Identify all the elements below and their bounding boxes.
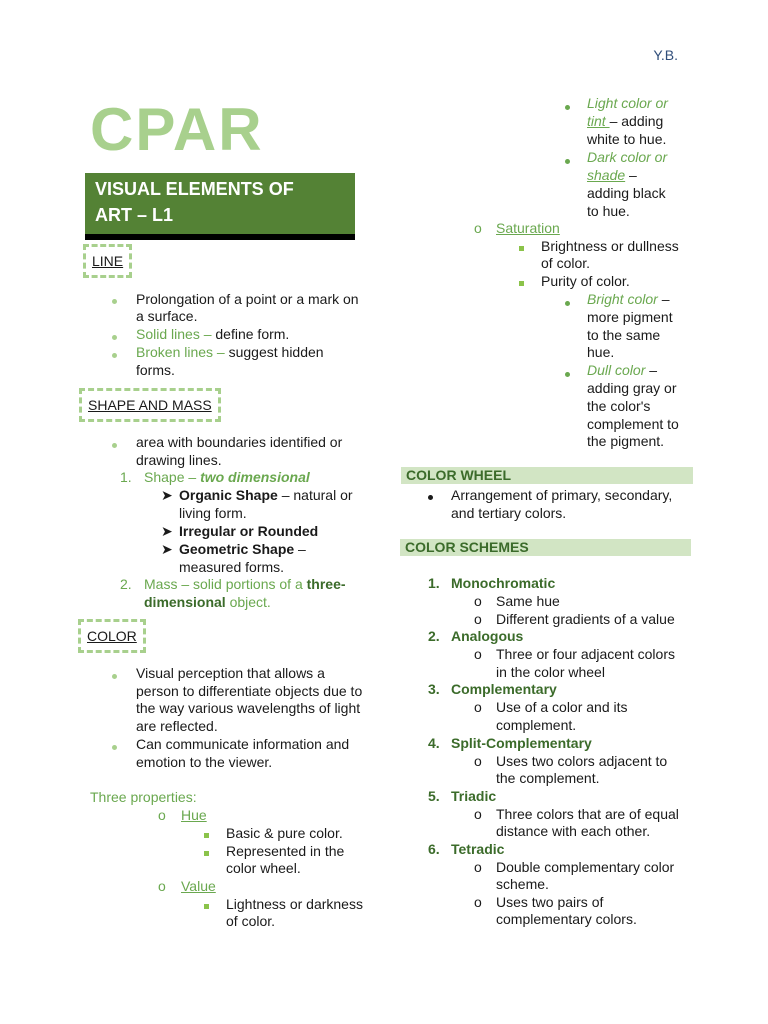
geometric-desc-cont: measured forms. (179, 559, 285, 575)
bullet-dot (112, 344, 117, 362)
shape-number-2: 2. (120, 576, 132, 592)
circle-bullet-icon: o (158, 807, 166, 823)
dull-color (587, 361, 657, 379)
dark-color-desc-cont: adding black (587, 185, 666, 201)
dull-term: Dull color (587, 362, 646, 378)
scheme-sub: Uses two pairs of (496, 894, 604, 910)
scheme-sub: Use of a color and its (496, 699, 628, 715)
solid-lines-desc: define form. (211, 326, 290, 342)
dark-color-term: Dark color or (587, 149, 668, 165)
scheme-sub: Same hue (496, 593, 560, 609)
line-bullet-3-cont: forms. (136, 362, 175, 378)
saturation-item-1-cont: of color. (541, 255, 591, 271)
circle-bullet-icon: o (474, 220, 482, 236)
scheme-sub-cont: in the color wheel (496, 664, 605, 680)
scheme-number: 4. (428, 735, 440, 751)
section-banner (85, 173, 355, 240)
shade-term: shade (587, 167, 626, 183)
scheme-sub: Double complementary color (496, 859, 675, 875)
bright-color (587, 290, 670, 308)
tint-desc: – adding (609, 113, 664, 129)
scheme-sub-cont: the complement. (496, 770, 600, 786)
dull-desc-3: complement to (587, 416, 679, 432)
bright-desc-1: more pigment (587, 309, 673, 325)
bullet-dot (428, 486, 433, 504)
color-bullet-2-cont: emotion to the viewer. (136, 754, 273, 770)
square-bullet-icon (519, 237, 524, 255)
scheme-sub-cont: complement. (496, 717, 577, 733)
shape-bullet-1: area with boundaries identified or (136, 434, 343, 450)
scheme-number: 6. (428, 841, 440, 857)
square-bullet-icon (204, 842, 209, 860)
line-bullet-1-cont: a surface. (136, 308, 198, 324)
bright-dash: – (657, 291, 670, 307)
bright-term: Bright color (587, 291, 658, 307)
mass-item-cont (144, 593, 271, 611)
scheme-sub-cont: scheme. (496, 876, 549, 892)
organic-shape (179, 486, 353, 504)
dull-desc-4: the pigment. (587, 433, 665, 449)
circle-bullet-icon: o (474, 806, 482, 822)
saturation-label: Saturation (496, 220, 560, 236)
hue-item-1: Basic & pure color. (226, 825, 343, 841)
color-wheel-heading: COLOR WHEEL (401, 467, 693, 484)
geometric-desc: – (294, 541, 306, 557)
light-color-desc-cont: white to hue. (587, 131, 667, 147)
color-schemes-heading: COLOR SCHEMES (400, 539, 691, 556)
light-color-term: Light color or (587, 95, 668, 111)
mass-item (144, 575, 346, 593)
three-properties: Three properties: (90, 789, 197, 805)
scheme-number: 2. (428, 628, 440, 644)
circle-bullet-icon: o (158, 878, 166, 894)
light-color-desc (587, 112, 663, 130)
hue-label: Hue (181, 807, 207, 823)
shape-mass-heading: SHAPE AND MASS (79, 388, 221, 422)
shape-label: Shape – (144, 469, 201, 485)
square-bullet-icon (519, 272, 524, 290)
document-title: CPAR (90, 96, 264, 163)
dark-color-desc-cont2: to hue. (587, 203, 630, 219)
circle-bullet-icon: o (474, 611, 482, 627)
mass-tail: object. (225, 594, 271, 610)
circle-bullet-icon: o (474, 753, 482, 769)
bright-desc-3: hue. (587, 344, 615, 360)
dark-color-desc (587, 166, 637, 184)
mass-emphasis-2: dimensional (144, 594, 226, 610)
arrow-bullet-icon: ➤ (161, 541, 173, 557)
scheme-sub: Three or four adjacent colors (496, 646, 675, 662)
bullet-dot (112, 434, 117, 452)
shape-emphasis: two dimensional (200, 469, 310, 485)
mass-label: Mass – solid portions of a (144, 576, 307, 592)
geometric-term: Geometric Shape (179, 541, 295, 557)
scheme-number: 5. (428, 788, 440, 804)
color-heading: COLOR (78, 619, 146, 653)
scheme-sub-cont: complementary colors. (496, 911, 637, 927)
line-bullet-1: Prolongation of a point or a mark on (136, 291, 359, 307)
scheme-tetradic: Tetradic (451, 841, 505, 857)
color-wheel-bullet: Arrangement of primary, secondary, (451, 487, 673, 503)
scheme-number: 1. (428, 575, 440, 591)
circle-bullet-icon: o (474, 699, 482, 715)
bright-desc-2: to the same (587, 327, 661, 343)
banner-line-2: ART – L1 (95, 205, 174, 225)
saturation-item-1: Brightness or dullness (541, 238, 679, 254)
dull-desc-2: the color's (587, 398, 651, 414)
circle-bullet-icon: o (474, 859, 482, 875)
bullet-dot (565, 363, 570, 381)
shape-item (144, 468, 310, 486)
color-bullet-2: Can communicate information and (136, 736, 350, 752)
shape-bullet-1-cont: drawing lines. (136, 452, 222, 468)
value-item-1-cont: of color. (226, 913, 276, 929)
irregular-shape: Irregular or Rounded (179, 523, 319, 539)
square-bullet-icon (204, 824, 209, 842)
bullet-dot (112, 665, 117, 683)
organic-term: Organic Shape (179, 487, 278, 503)
organic-desc-cont: living form. (179, 505, 247, 521)
scheme-complementary: Complementary (451, 681, 557, 697)
line-bullet-3 (136, 343, 324, 361)
hue-item-2-cont: color wheel. (226, 860, 301, 876)
bullet-dot (565, 96, 570, 114)
scheme-split-complementary: Split-Complementary (451, 735, 592, 751)
organic-desc: – natural or (277, 487, 353, 503)
tint-term: tint (587, 113, 610, 129)
color-bullet-1-cont2: the way various wavelengths of light (136, 700, 361, 716)
dull-dash: – (645, 362, 658, 378)
color-wheel-bullet-cont: and tertiary colors. (451, 505, 567, 521)
dull-desc-1: adding gray or (587, 380, 677, 396)
color-bullet-1-cont: person to differentiate objects due to (136, 683, 363, 699)
scheme-sub: Three colors that are of equal (496, 806, 679, 822)
color-bullet-1-cont3: are reflected. (136, 718, 218, 734)
bullet-dot (565, 292, 570, 310)
solid-lines-term: Solid lines – (136, 326, 212, 342)
circle-bullet-icon: o (474, 894, 482, 910)
line-heading: LINE (83, 244, 132, 278)
scheme-sub: Uses two colors adjacent to (496, 753, 668, 769)
broken-lines-term: Broken lines – (136, 344, 225, 360)
circle-bullet-icon: o (474, 593, 482, 609)
square-bullet-icon (204, 895, 209, 913)
bullet-dot (112, 326, 117, 344)
broken-lines-desc: suggest hidden (224, 344, 324, 360)
circle-bullet-icon: o (474, 646, 482, 662)
line-bullet-2 (136, 325, 289, 343)
hue-item-2: Represented in the (226, 843, 345, 859)
color-bullet-1: Visual perception that allows a (136, 665, 325, 681)
arrow-bullet-icon: ➤ (161, 523, 173, 539)
scheme-triadic: Triadic (451, 788, 497, 804)
bullet-dot (565, 150, 570, 168)
bullet-dot (112, 736, 117, 754)
author-initials: Y.B. (653, 47, 678, 63)
saturation-item-2: Purity of color. (541, 273, 630, 289)
bullet-dot (112, 290, 117, 308)
value-item-1: Lightness or darkness (226, 896, 363, 912)
shape-number-1: 1. (120, 469, 132, 485)
scheme-sub: Different gradients of a value (496, 611, 675, 627)
shade-dash: – (625, 167, 637, 183)
scheme-number: 3. (428, 681, 440, 697)
banner-line-1: VISUAL ELEMENTS OF (95, 179, 294, 199)
scheme-monochromatic: Monochromatic (451, 575, 556, 591)
geometric-shape (179, 540, 306, 558)
mass-emphasis: three- (306, 576, 346, 592)
value-label: Value (181, 878, 216, 894)
scheme-sub-cont: distance with each other. (496, 823, 651, 839)
scheme-analogous: Analogous (451, 628, 524, 644)
arrow-bullet-icon: ➤ (161, 487, 173, 503)
